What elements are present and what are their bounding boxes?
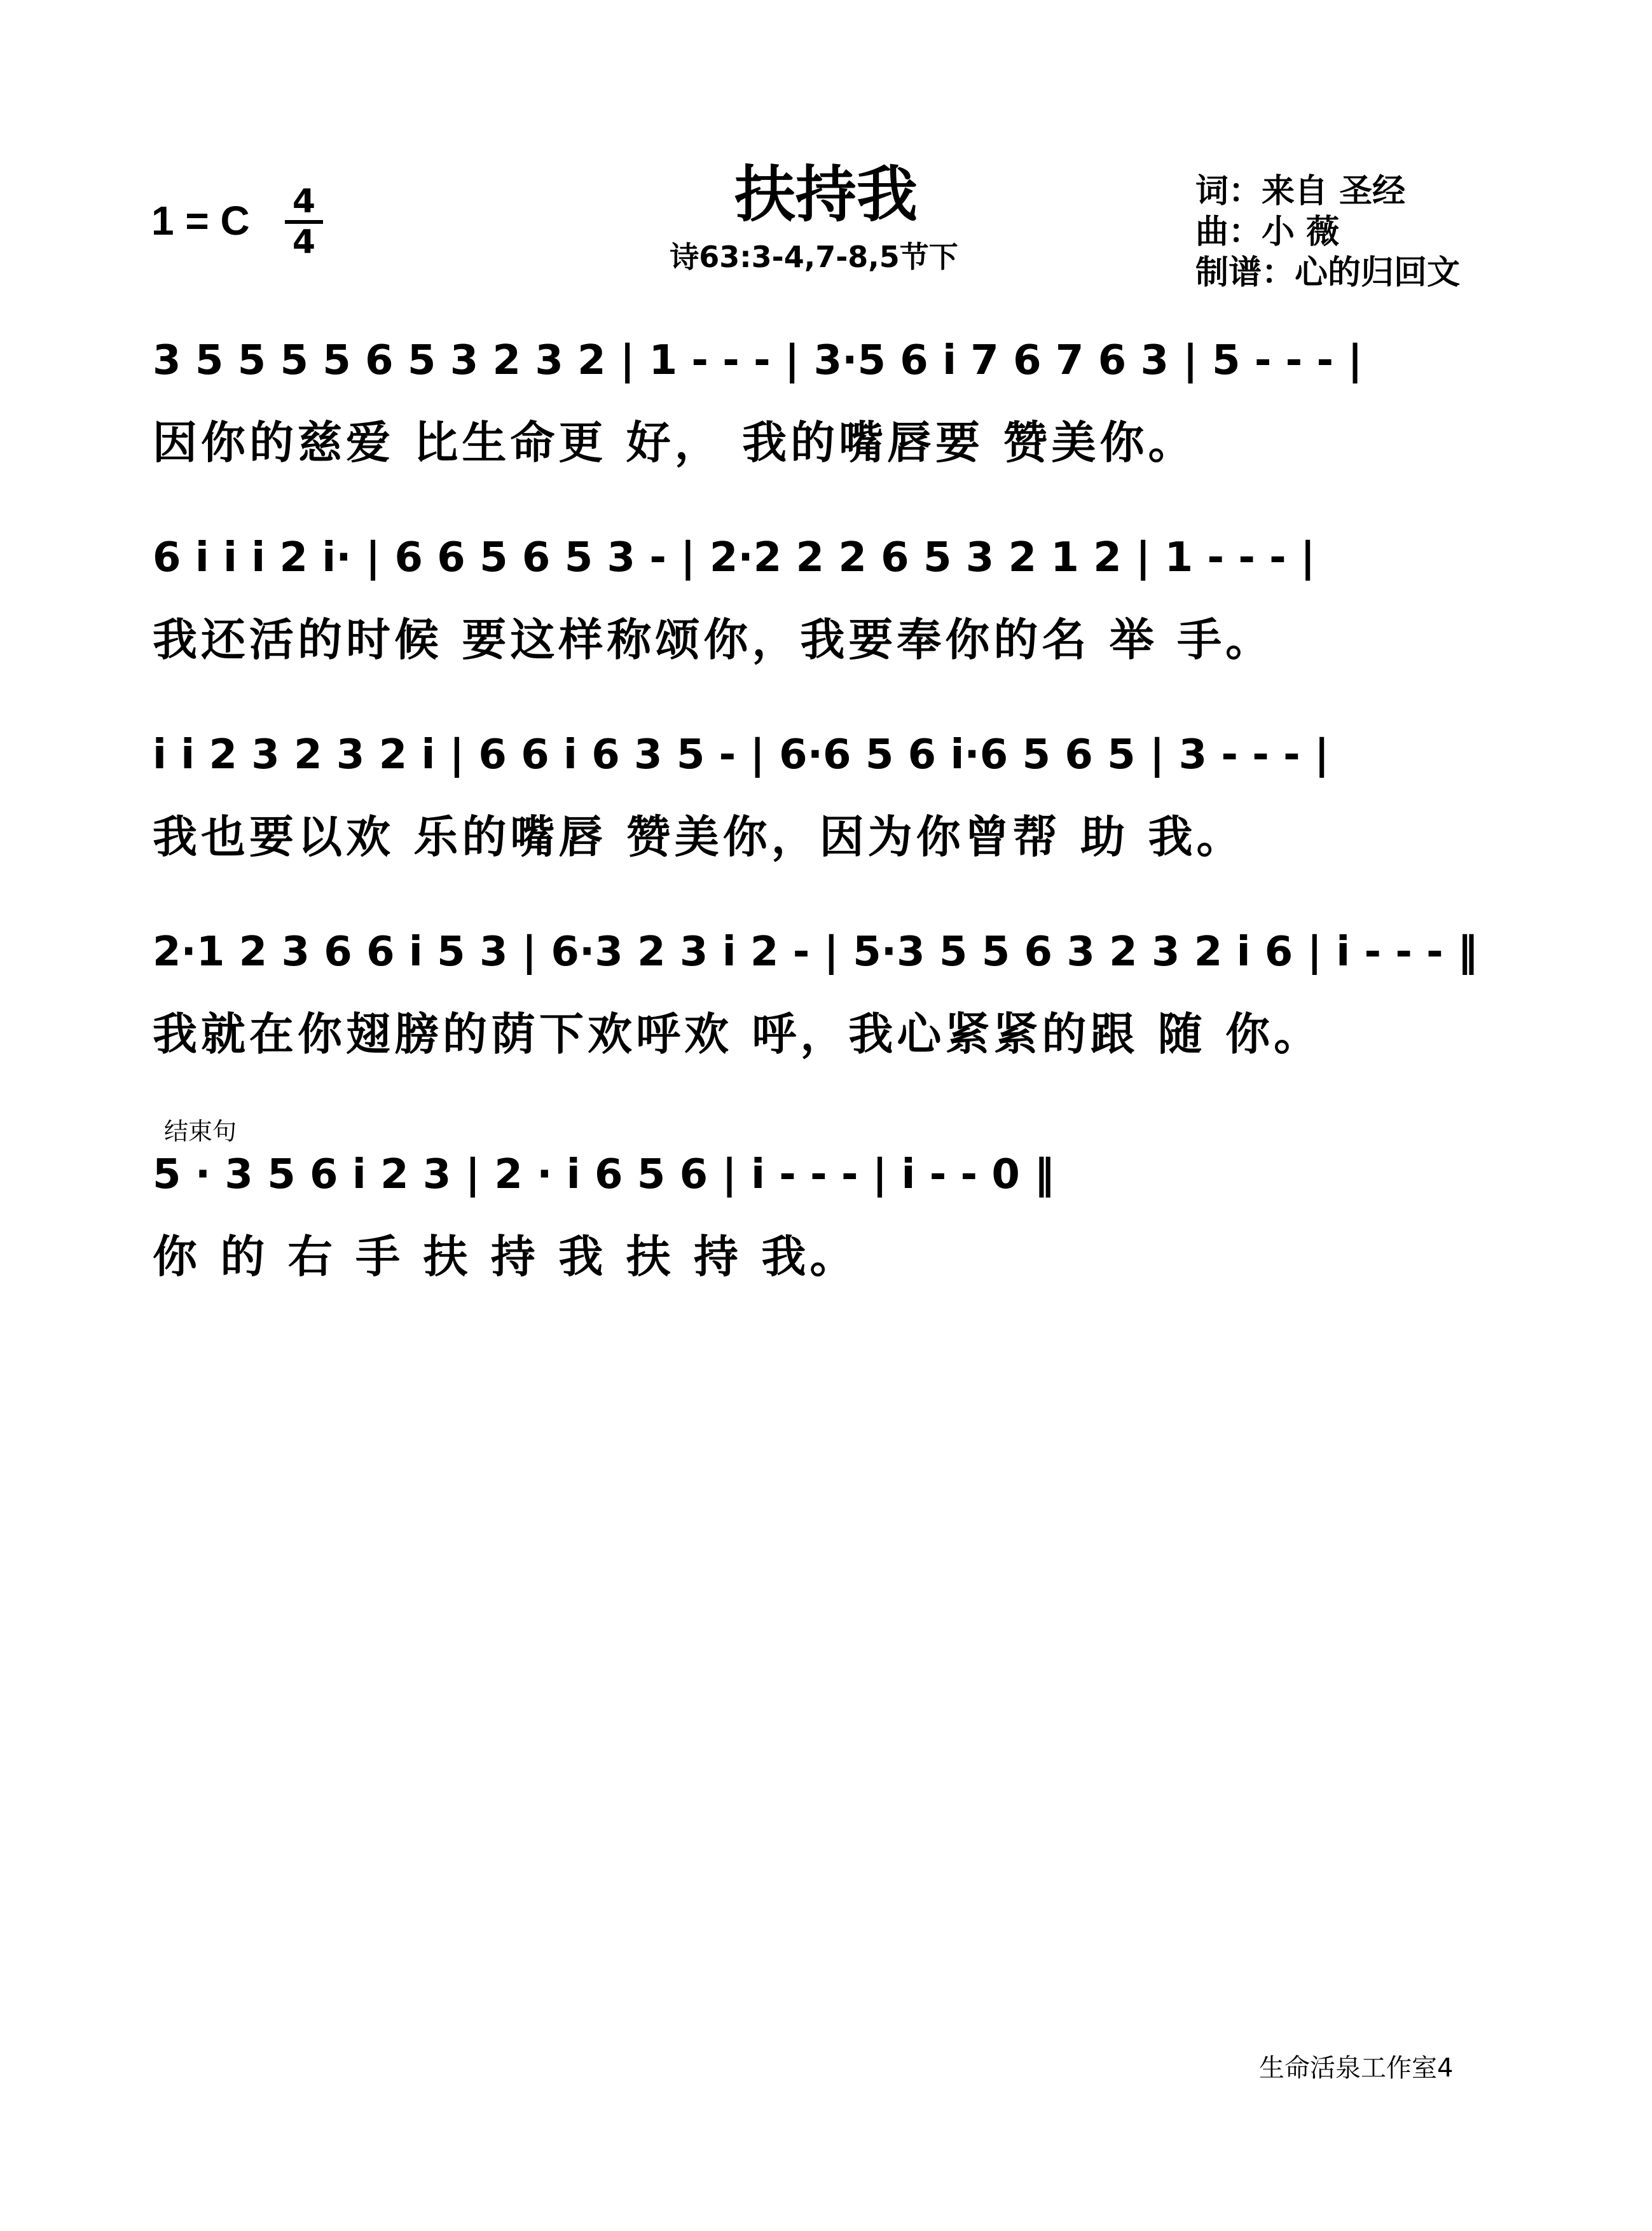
jianpu-notes: 6 i i i 2 i· | 6 6 5 6 5 3 - | 2·2 2 2 6 5 3 2 1 2 | 1 - - - | bbox=[153, 534, 1316, 581]
jianpu-notes: 5 · 3 5 6 i 2 3 | 2 · i 6 5 6 | i - - - | i - - 0 ‖ bbox=[153, 1151, 1055, 1198]
time-signature-top: 4 bbox=[292, 183, 316, 221]
jianpu-notes: 2·1 2 3 6 6 i 5 3 | 6·3 2 3 i 2 - | 5·3 5 5 6 3 2 3 2 i 6 | i - - - ‖ bbox=[153, 929, 1478, 976]
studio-footer: 生命活泉工作室4 bbox=[1259, 2054, 1454, 2083]
time-signature-bottom: 4 bbox=[292, 223, 316, 261]
scripture-reference: 诗63:3-4,7-8,5节下 bbox=[670, 240, 958, 274]
lyricist-credit: 词：来自 圣经 bbox=[1195, 172, 1406, 211]
ending-section-label: 结束句 bbox=[164, 1117, 237, 1145]
key-signature: 1 = C bbox=[151, 198, 250, 244]
lyrics-line: 我也要以欢 乐的嘴唇 赞美你，因为你曾帮 助 我。 bbox=[153, 811, 1245, 863]
time-signature bbox=[285, 183, 323, 261]
transcriber-credit: 制谱：心的归回文 bbox=[1195, 254, 1461, 292]
lyrics-line: 因你的慈爱 比生命更 好， 我的嘴唇要 赞美你。 bbox=[153, 417, 1197, 469]
lyrics-line: 我还活的时候 要这样称颂你，我要奉你的名 举 手。 bbox=[153, 614, 1274, 666]
composer-credit: 曲：小 薇 bbox=[1195, 213, 1340, 251]
lyrics-line: 你 的 右 手 扶 持 我 扶 持 我。 bbox=[153, 1231, 858, 1283]
jianpu-notes: 3 5 5 5 5 6 5 3 2 3 2 | 1 - - - | 3·5 6 i 7 6 7 6 3 | 5 - - - | bbox=[153, 337, 1363, 384]
lyrics-line: 我就在你翅膀的荫下欢呼欢 呼，我心紧紧的跟 随 你。 bbox=[153, 1008, 1323, 1060]
song-title: 扶持我 bbox=[734, 159, 918, 230]
jianpu-notes: i i 2 3 2 3 2 i | 6 6 i 6 3 5 - | 6·6 5 6 i·6 5 6 5 | 3 - - - | bbox=[153, 731, 1330, 778]
